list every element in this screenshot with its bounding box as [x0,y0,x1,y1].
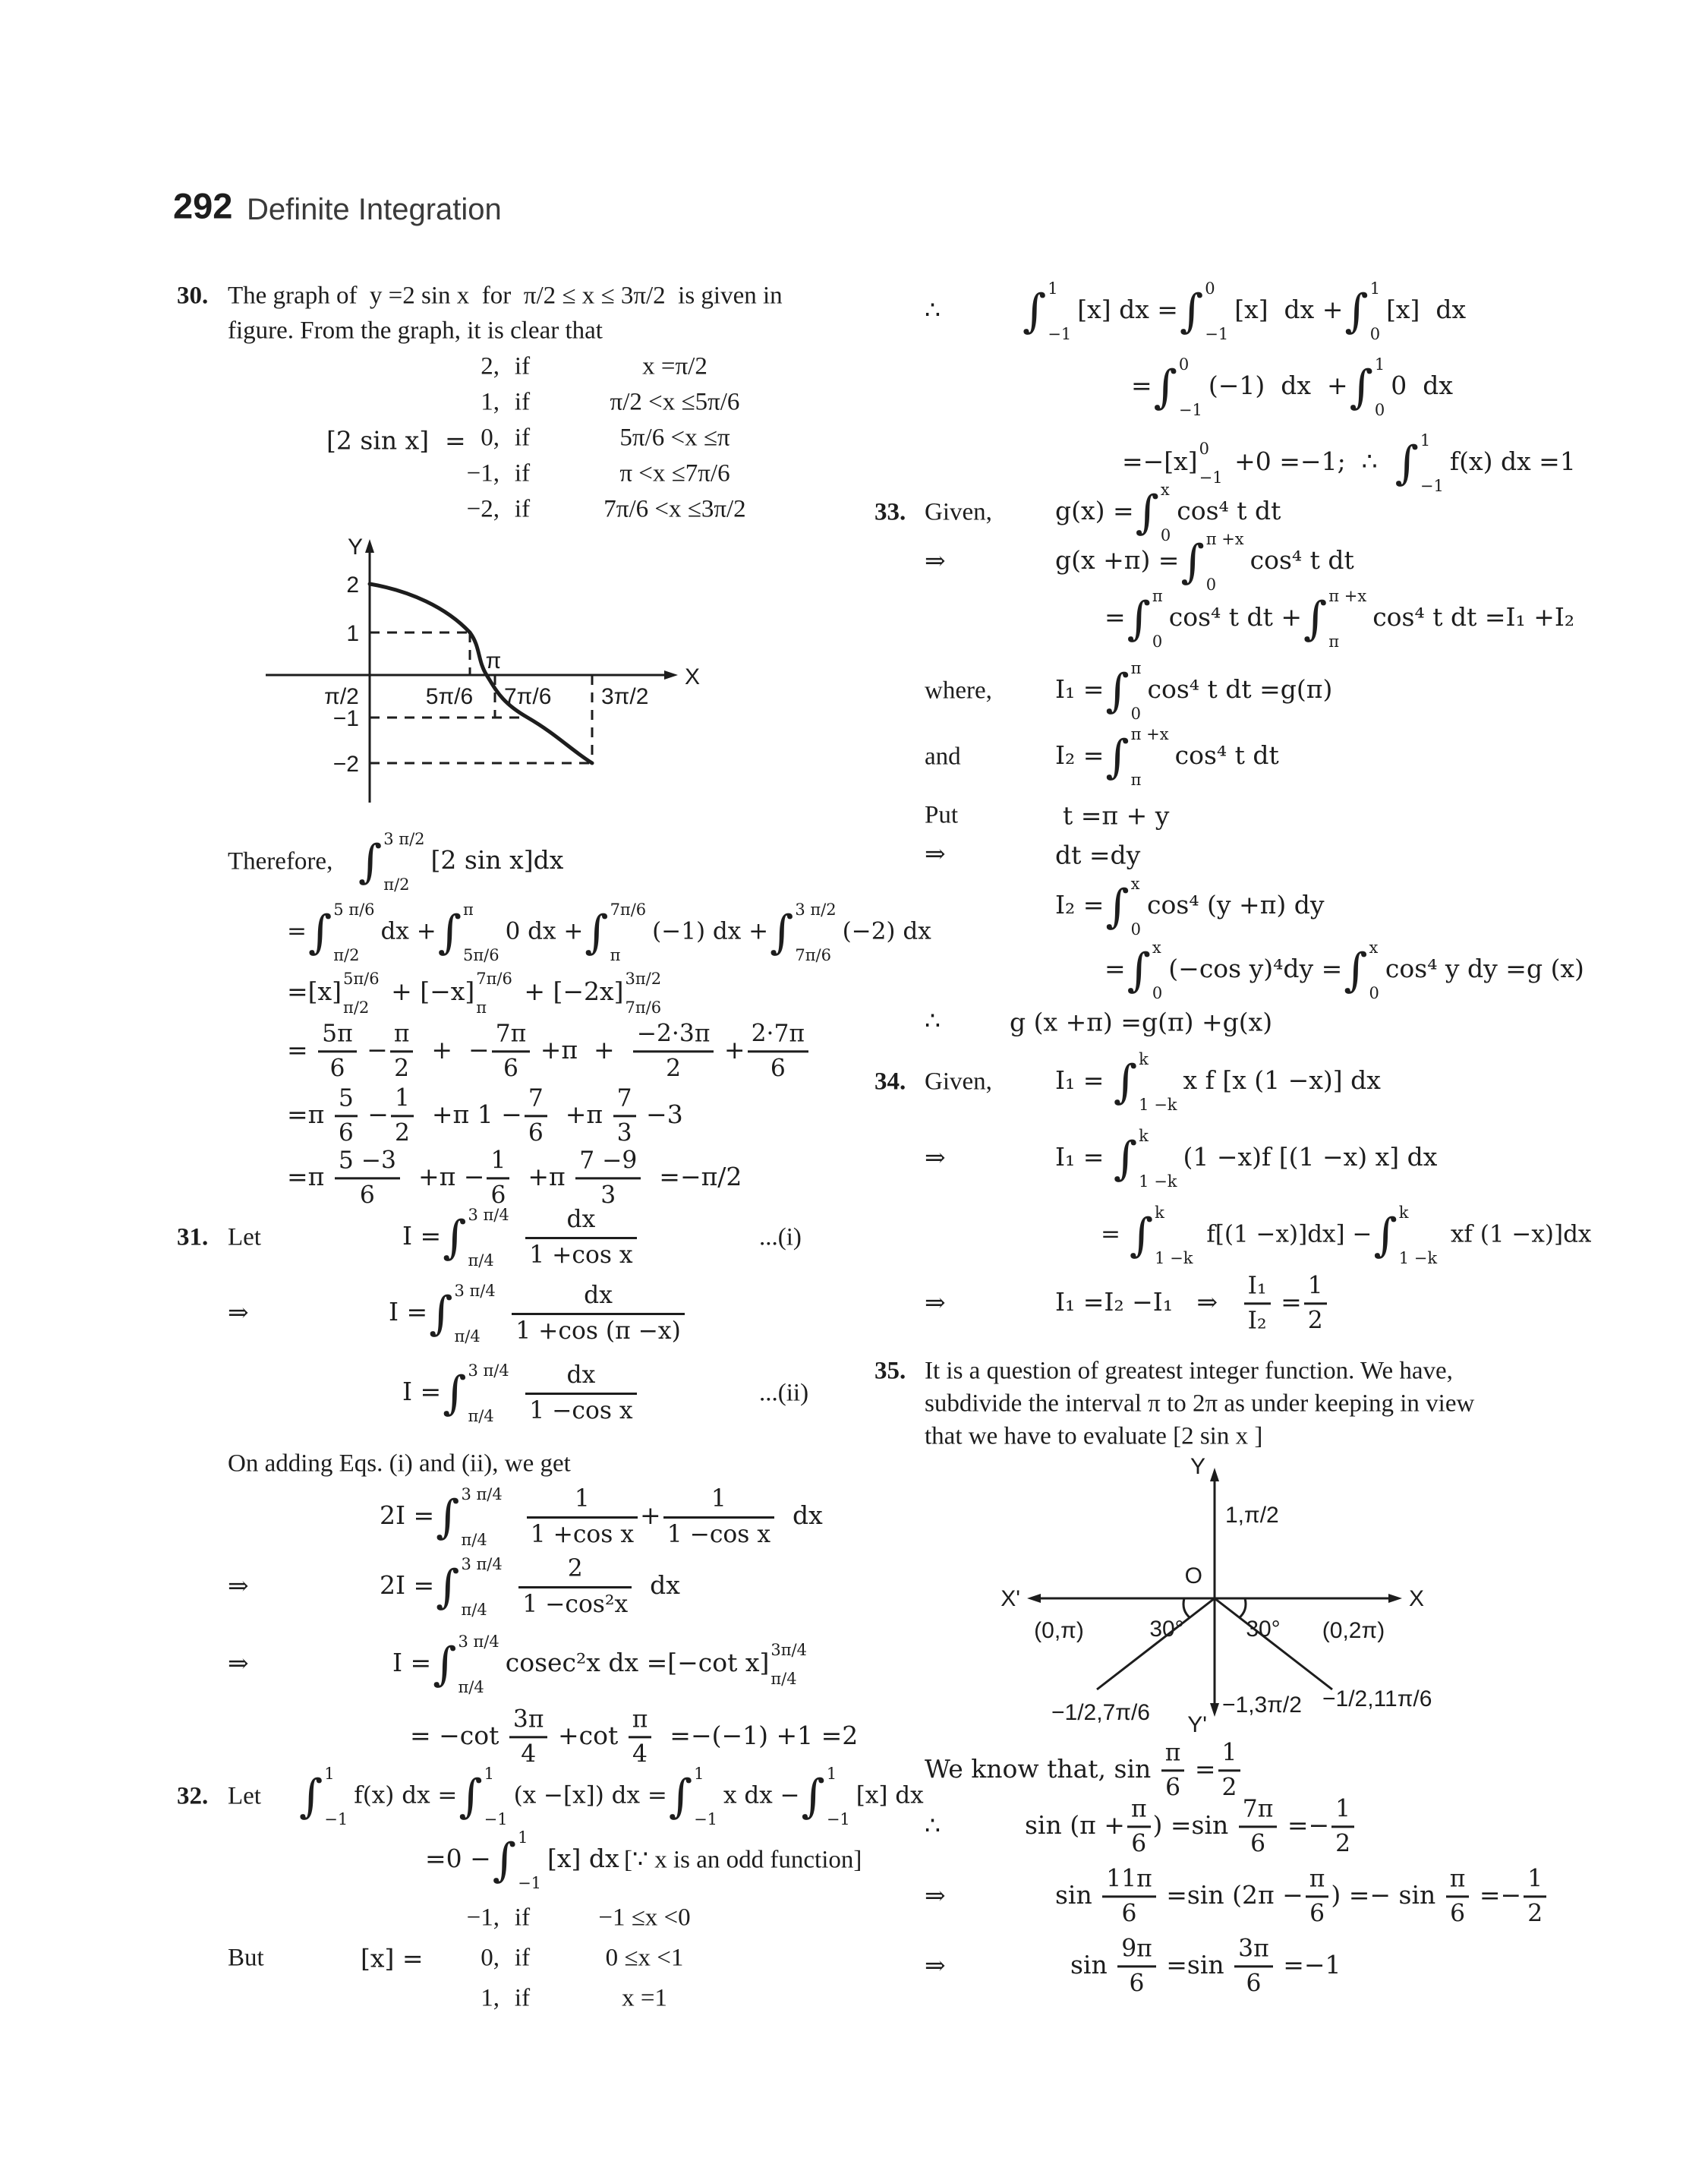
case-cond: 5π/6 <x ≤π [619,424,730,452]
p34-formula-2: I₁ = ∫ k 1 −k (1 −x)f [(1 −x) x] dx [1055,1127,1438,1191]
p35-arrow-2: ⇒ [925,1952,946,1980]
p33-formula-2: g(x +π) = ∫ π +x 0 cos⁴ t dt [1055,530,1354,594]
p32-piecewise-cases [446,1898,747,2019]
p34-formula-4: I₁ =I₂ −I₁ ⇒ $\frac{\text{I₁}}{\text{I₂}}$ = $\frac{1}{2}$ [1055,1271,1329,1336]
case-row [446,421,808,456]
p33-formula-4: I₁ = ∫ π 0 cos⁴ t dt =g(π) [1055,659,1333,723]
p33-formula-8: I₂ = ∫ x 0 cos⁴ (y +π) dy [1055,875,1325,939]
case-row [446,1939,747,1979]
case-value: 0, [481,424,499,452]
axis-label-x: X [1409,1586,1425,1611]
p30-formula-5: =π $\frac{5}{6}$ − $\frac{1}{2}$ +π 1 − $\frac{7}{6}$ +π $\frac{7}{3}$ −3 [287,1084,683,1148]
p31-text: On adding Eqs. (i) and (ii), we get [228,1450,571,1478]
axis-label-x-prime: X' [1001,1586,1020,1611]
p30-piecewise-lhs: [2 sin x] = [326,425,466,456]
case-cond: −1 ≤x <0 [598,1904,691,1932]
case-value: −1, [466,1904,499,1932]
ytick-minus2: −2 [332,752,359,777]
p35-text-2: subdivide the interval π to 2π as under keeping in view [925,1390,1475,1418]
case-row [446,456,808,492]
p35-text-1: It is a question of greatest integer function. We have, [925,1357,1453,1385]
p33-formula-6: t =π + y [1063,800,1170,831]
case-if: if [514,1984,531,2012]
case-value: 1, [481,1984,499,2012]
xtick-5pi6: 5π/6 [425,684,474,709]
p31-arrow-3: ⇒ [228,1650,249,1678]
case-value: −1, [466,459,499,487]
p35-formula-3: sin $\frac{11\pi}{6}$ =sin (2π − $\frac{\pi}{6}$ ) =− sin $\frac{\pi}{6}$ =− $\frac{1}{2}$ [1055,1864,1549,1929]
ytick-1: 1 [346,621,359,646]
case-row [446,492,808,528]
p33-formula-7: dt =dy [1055,840,1141,870]
case-value: −2, [466,495,499,523]
p32-formula-1: ∫ 1 −1 f(x) dx = ∫ 1 −1 (x −[x]) dx = ∫ 1 −1 x dx − ∫ 1 −1 [x] dx [299,1765,924,1828]
xtick-pi: π [485,648,502,674]
p33-where-label: where, [925,677,992,705]
p33-therefore-sign: ∴ [925,1008,941,1036]
p31-let-label: Let [228,1223,261,1251]
p32-piecewise-lhs: [x] = [361,1943,424,1973]
p30-formula-3: =[x] 5π/6 π/2 + [−x] 7π/6 π + [−2x] 3π/2 7π/6 [287,970,662,1017]
problem-32-number: 32. [177,1782,209,1810]
p33-formula-9: = ∫ x 0 (−cos y)⁴dy = ∫ x 0 cos⁴ y dy =g (x) [1105,939,1584,1002]
p31-formula-2: I = ∫ 3 π/4 π/4 $\frac{dx}{1 +\cos (\pi -x)}$ [389,1281,687,1346]
axis-label-y: Y [347,535,363,560]
p33-formula-3: = ∫ π 0 cos⁴ t dt + ∫ π +x π cos⁴ t dt =I₁ +I₂ [1105,587,1575,651]
xtick-pi2: π/2 [324,684,359,709]
p35-text-3: that we have to evaluate [2 sin x ] [925,1422,1263,1450]
p33-arrow-2: ⇒ [925,841,946,869]
axis-label-x: X [685,664,701,689]
case-if: if [514,495,531,523]
case-row [446,1979,747,2019]
problem-35-number: 35. [874,1357,906,1385]
p31-formula-7: = −cot $\frac{3\pi}{4}$ +cot $\frac{\pi}{4}$ =−(−1) +1 =2 [410,1705,858,1769]
p33-put-label: Put [925,801,959,829]
label-m12-7pi6: −1/2,7π/6 [1051,1700,1150,1725]
p30-therefore-label: Therefore, [228,847,333,875]
p31-eq-tag-ii: ...(ii) [759,1379,809,1407]
case-cond: π/2 <x ≤5π/6 [610,388,740,416]
case-row [446,385,808,421]
ytick-minus1: −1 [332,706,359,731]
p35-formula-2: sin (π + $\frac{\pi}{6}$ ) =sin $\frac{7\pi}{6}$ =− $\frac{1}{2}$ [1025,1794,1357,1859]
case-row [446,1898,747,1939]
case-if: if [514,1904,531,1932]
p31-arrow-1: ⇒ [228,1299,249,1327]
p33-formula-5: I₂ = ∫ π +x π cos⁴ t dt [1055,725,1279,789]
p34-given-label: Given, [925,1068,992,1096]
label-0-pi: (0,π) [1034,1618,1084,1643]
case-if: if [514,388,531,416]
case-cond: 0 ≤x <1 [605,1944,684,1972]
p34-formula-1: I₁ = ∫ k 1 −k x f [x (1 −x)] dx [1055,1050,1381,1114]
p35-formula-4: sin $\frac{9\pi}{6}$ =sin $\frac{3\pi}{6}$ =−1 [1070,1934,1341,1998]
p32-formula-2: =0 − ∫ 1 −1 [x] dx [425,1828,619,1892]
problem-34-number: 34. [874,1068,906,1096]
p35-formula-1: We know that, sin $\frac{\pi}{6}$ = $\frac{1}{2}$ [925,1738,1243,1803]
case-if: if [514,1944,531,1972]
label-1-pi2: 1,π/2 [1225,1503,1279,1528]
p32-but-label: But [228,1944,264,1972]
problem-31-number: 31. [177,1223,209,1251]
p31-formula-6: I = ∫ 3 π/4 π/4 cosec²x dx =[−cot x] 3π/4 π/4 [392,1633,807,1696]
p32r-formula-2: = ∫ 0 −1 (−1) dx + ∫ 1 0 0 dx [1131,355,1453,419]
p33-formula-1: g(x) = ∫ x 0 cos⁴ t dt [1055,481,1281,544]
case-cond: π <x ≤7π/6 [619,459,730,487]
problem-30-number: 30. [177,282,209,310]
label-0-2pi: (0,2π) [1322,1618,1385,1643]
problem-33-number: 33. [874,498,906,526]
p30-text-1: The graph of y =2 sin x for π/2 ≤ x ≤ 3π/2 is given in [228,282,783,310]
p35-arrow-1: ⇒ [925,1882,946,1910]
p30-formula-2: = ∫ 5 π/6 π/2 dx + ∫ π 5π/6 0 dx + ∫ 7π/6 π (−1) dx + ∫ 3 π/2 7π/6 (−2) dx [287,901,931,964]
case-cond: 7π/6 <x ≤3π/2 [603,495,746,523]
graph-unit-circle-angles [987,1446,1670,1735]
label-m1-3pi2: −1,3π/2 [1222,1692,1302,1718]
label-m12-11pi6: −1/2,11π/6 [1322,1686,1432,1711]
p34-arrow-2: ⇒ [925,1289,946,1317]
angle-30-right: 30° [1246,1617,1281,1642]
p30-formula-4: = $\frac{5\pi}{6}$ − $\frac{\pi}{2}$ + − $\frac{7\pi}{6}$ +π + $\frac{-2\cdot 3\pi}{2}$ + $\frac{2\cdot 7\pi}{6}$ [287,1019,811,1084]
axis-label-y-prime: Y' [1187,1712,1207,1735]
axis-label-y: Y [1190,1454,1205,1479]
p31-arrow-2: ⇒ [228,1573,249,1601]
case-value: 0, [481,1944,499,1972]
xtick-3pi2: 3π/2 [601,684,649,709]
p30-text-2: figure. From the graph, it is clear that [228,317,603,345]
p33-and-label: and [925,743,961,771]
p34-arrow-1: ⇒ [925,1144,946,1172]
case-row [446,349,808,385]
p30-formula-6: =π $\frac{5 -3}{6}$ +π − $\frac{1}{6}$ +π $\frac{7 -9}{3}$ =−π/2 [287,1146,742,1210]
ytick-2: 2 [346,573,359,598]
case-value: 1, [481,388,499,416]
case-if: if [514,459,531,487]
p35-therefore-sign: ∴ [925,1812,941,1841]
p32-note: [∵ x is an odd function] [624,1846,862,1874]
angle-30-left: 30° [1149,1617,1184,1642]
case-value: 2, [481,352,499,380]
p32r-formula-3: =−[x] 0 −1 +0 =−1; ∴ ∫ 1 −1 f(x) dx =1 [1122,431,1576,495]
p31-formula-5: 2I = ∫ 3 π/4 π/4 $\frac{2}{\text{1 −cos²x}}$ dx [380,1555,680,1619]
case-if: if [514,424,531,452]
p33-formula-10: g (x +π) =g(π) +g(x) [1010,1007,1273,1037]
p33-given-label: Given, [925,498,992,526]
graph-2sinx [251,532,805,835]
case-cond: x =π/2 [642,352,707,380]
origin-label: O [1184,1563,1202,1588]
p32r-therefore-sign: ∴ [925,297,941,325]
page-number: 292 [173,185,233,226]
p31-formula-4: 2I = ∫ 3 π/4 π/4 $\frac{1}{\text{1 +cos x}}$ + $\frac{1}{\text{1 −cos x}}$ dx [380,1485,823,1549]
p33-arrow-1: ⇒ [925,547,946,576]
page-title: Definite Integration [247,193,502,226]
p34-formula-3: = ∫ k 1 −k f[(1 −x)]dx] − ∫ k 1 −k xf (1 −x)]dx [1101,1203,1592,1267]
p31-formula-3: I = ∫ 3 π/4 π/4 $\frac{dx}{\text{1 −cos x}}$ [402,1361,639,1426]
p30-formula-1: ∫ 3 π/2 π/2 [2 sin x]dx [358,830,564,894]
p31-formula-1: I = ∫ 3 π/4 π/4 $\frac{dx}{\text{1 +cos x}}$ [402,1205,639,1270]
p31-eq-tag-i: ...(i) [759,1223,802,1251]
p32r-formula-1: ∫ 1 −1 [x] dx = ∫ 0 −1 [x] dx + ∫ 1 0 [x] dx [1023,279,1467,343]
p30-piecewise-cases [446,349,808,528]
case-if: if [514,352,531,380]
p32-let-label: Let [228,1782,261,1810]
case-cond: x =1 [622,1984,667,2012]
xtick-7pi6: 7π/6 [504,684,552,709]
